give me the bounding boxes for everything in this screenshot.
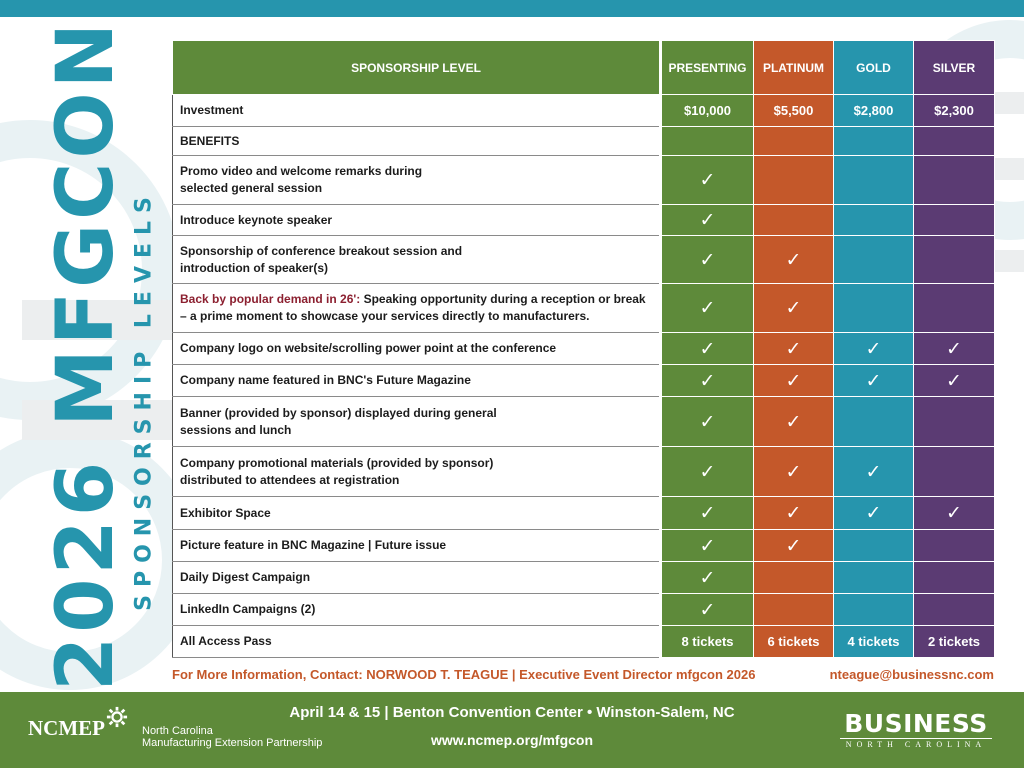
checkmark-icon: ✓ [865,502,882,524]
header-platinum: PLATINUM [754,41,834,95]
benefit-cell-presenting [661,562,754,594]
checkmark-icon: ✓ [785,410,802,433]
benefit-cell-silver [914,447,995,497]
checkmark-icon: ✓ [699,209,716,231]
benefit-label [173,284,661,333]
benefit-label [173,530,661,562]
table-row [173,284,995,333]
investment-silver: $2,300 [914,95,995,127]
benefit-cell-gold [834,594,914,626]
top-banner-bar [0,0,1024,17]
bnc-logo-sub: NORTH CAROLINA [840,738,992,749]
benefit-label [173,562,661,594]
checkmark-icon: ✓ [699,248,716,271]
benefit-cell-presenting [661,205,754,236]
access-pass-gold: 4 tickets [834,626,914,658]
benefit-cell-silver [914,333,995,365]
benefit-text-line: introduction of speaker(s) [180,260,329,275]
benefit-cell-presenting [661,530,754,562]
header-sponsorship-level: SPONSORSHIP LEVEL [173,41,661,95]
benefit-label [173,156,661,205]
investment-platinum: $5,500 [754,95,834,127]
benefit-cell-presenting [661,365,754,397]
benefit-text-line: selected general session [180,181,323,195]
access-pass-presenting: 8 tickets [661,626,754,658]
benefit-cell-presenting [661,447,754,497]
checkmark-icon: ✓ [699,369,716,392]
benefit-label [173,365,661,397]
checkmark-icon: ✓ [785,297,802,319]
checkmark-icon: ✓ [946,502,962,524]
checkmark-icon: ✓ [865,369,882,392]
benefit-cell-platinum [754,365,834,397]
background-stripe [994,158,1024,180]
business-nc-logo [836,710,996,749]
header-presenting: PRESENTING [661,41,754,95]
investment-row [173,95,995,127]
benefit-cell-presenting [661,333,754,365]
benefit-text-line: Speaking opportunity during a reception or break [360,292,646,306]
benefit-cell-presenting [661,236,754,284]
checkmark-icon: ✓ [699,598,716,621]
page-title: 2026 MFGCON [41,19,131,691]
benefit-cell-platinum [754,530,834,562]
benefit-cell-silver [914,497,995,530]
benefit-label [173,397,661,447]
benefit-text-line: LinkedIn Campaigns (2) [180,602,316,616]
contact-line [172,667,994,682]
page-subtitle: SPONSORSHIP LEVELS [131,189,157,611]
benefit-label [173,205,661,236]
background-stripe [994,250,1024,272]
access-pass-silver: 2 tickets [914,626,995,658]
checkmark-icon: ✓ [699,460,716,483]
benefit-cell-gold [834,530,914,562]
benefit-cell-silver [914,156,995,205]
benefit-highlight: Back by popular demand in 26': [180,292,361,306]
benefit-cell-presenting [661,284,754,333]
checkmark-icon: ✓ [785,369,802,392]
benefit-cell-gold [834,284,914,333]
benefit-cell-gold [834,397,914,447]
benefit-text-line: sessions and lunch [180,422,292,437]
benefits-presenting-cell [661,127,754,156]
vertical-title-block [20,19,160,691]
benefit-cell-silver [914,236,995,284]
table-row [173,365,995,397]
ncmep-line-1: North Carolina [142,725,213,737]
checkmark-icon: ✓ [785,534,802,557]
benefits-header-row [173,127,995,156]
checkmark-icon: ✓ [699,534,716,557]
benefit-label [173,594,661,626]
benefit-cell-platinum [754,333,834,365]
table-row [173,562,995,594]
benefit-cell-gold [834,365,914,397]
table-header-row [173,41,995,95]
benefit-text-line: Banner (provided by sponsor) displayed during general [180,405,497,420]
benefit-cell-platinum [754,156,834,205]
table-row [173,530,995,562]
checkmark-icon: ✓ [699,337,716,360]
benefits-gold-cell [834,127,914,156]
benefit-cell-gold [834,562,914,594]
benefit-cell-platinum [754,284,834,333]
benefit-cell-presenting [661,594,754,626]
benefit-text-line: Company promotional materials (provided by sponsor) [180,455,494,470]
benefit-text-line: distributed to attendees at registration [180,472,400,487]
checkmark-icon: ✓ [785,460,802,483]
bnc-logo-main: BUSINESS [844,709,988,738]
investment-gold: $2,800 [834,95,914,127]
benefit-rows [173,156,995,626]
benefit-label [173,333,661,365]
benefit-text-line: Daily Digest Campaign [180,570,311,584]
benefit-text-line: Company logo on website/scrolling power point at the conference [180,341,557,355]
benefit-cell-platinum [754,236,834,284]
benefit-cell-platinum [754,447,834,497]
contact-text: For More Information, Contact: NORWOOD T. TEAGUE | Executive Event Director mfgcon 2026 [172,667,756,682]
access-pass-label: All Access Pass [173,626,661,658]
benefit-text-line: Promo video and welcome remarks during [180,164,423,178]
checkmark-icon: ✓ [699,410,716,433]
checkmark-icon: ✓ [785,248,802,271]
benefit-cell-platinum [754,497,834,530]
checkmark-icon: ✓ [785,502,802,524]
benefit-text-line: Sponsorship of conference breakout session and [180,243,463,258]
sponsorship-table [172,40,995,658]
benefit-cell-silver [914,530,995,562]
checkmark-icon: ✓ [699,169,716,191]
benefit-cell-presenting [661,497,754,530]
benefit-label [173,447,661,497]
benefit-label [173,497,661,530]
benefit-text-line: Company name featured in BNC's Future Magazine [180,373,471,387]
benefit-cell-gold [834,497,914,530]
benefit-cell-platinum [754,205,834,236]
table-row [173,205,995,236]
benefit-text-line: Picture feature in BNC Magazine | Future issue [180,538,447,552]
contact-email-link[interactable]: nteague@businessnc.com [829,667,994,682]
checkmark-icon: ✓ [699,566,716,589]
checkmark-icon: ✓ [865,460,882,483]
investment-label: Investment [173,95,661,127]
benefit-text-line: Exhibitor Space [180,505,271,520]
header-silver: SILVER [914,41,995,95]
background-stripe [994,92,1024,114]
benefit-cell-platinum [754,397,834,447]
benefit-cell-silver [914,284,995,333]
benefit-label [173,236,661,284]
benefit-cell-gold [834,447,914,497]
table-row [173,447,995,497]
checkmark-icon: ✓ [946,337,962,360]
benefit-cell-silver [914,562,995,594]
benefit-cell-platinum [754,562,834,594]
event-url-link[interactable]: www.ncmep.org/mfgcon [430,732,594,748]
investment-presenting: $10,000 [661,95,754,127]
checkmark-icon: ✓ [865,337,882,360]
table-row [173,333,995,365]
benefits-silver-cell [914,127,995,156]
checkmark-icon: ✓ [785,337,802,360]
benefit-cell-gold [834,236,914,284]
access-pass-row [173,626,995,658]
benefit-cell-silver [914,594,995,626]
checkmark-icon: ✓ [699,297,716,319]
table-row [173,397,995,447]
header-gold: GOLD [834,41,914,95]
ncmep-line-2: Manufacturing Extension Partnership [142,737,323,749]
footer-bar [0,692,1024,768]
benefit-cell-silver [914,397,995,447]
ncmep-logo-text: NCMEP [28,716,105,740]
benefit-cell-silver [914,205,995,236]
checkmark-icon: ✓ [946,369,962,392]
benefits-platinum-cell [754,127,834,156]
benefit-cell-presenting [661,156,754,205]
table-row [173,156,995,205]
benefit-cell-gold [834,156,914,205]
benefit-text-line: – a prime moment to showcase your services directly to manufacturers. [180,309,590,323]
event-details: April 14 & 15 | Benton Convention Center • Winston-Salem, NC [289,704,735,721]
benefit-text-line: Introduce keynote speaker [180,212,333,227]
benefits-heading: BENEFITS [173,127,661,156]
benefit-cell-presenting [661,397,754,447]
access-pass-platinum: 6 tickets [754,626,834,658]
benefit-cell-silver [914,365,995,397]
benefit-cell-platinum [754,594,834,626]
table-row [173,594,995,626]
benefit-cell-gold [834,205,914,236]
checkmark-icon: ✓ [699,502,716,524]
table-row [173,497,995,530]
benefit-cell-gold [834,333,914,365]
table-row [173,236,995,284]
